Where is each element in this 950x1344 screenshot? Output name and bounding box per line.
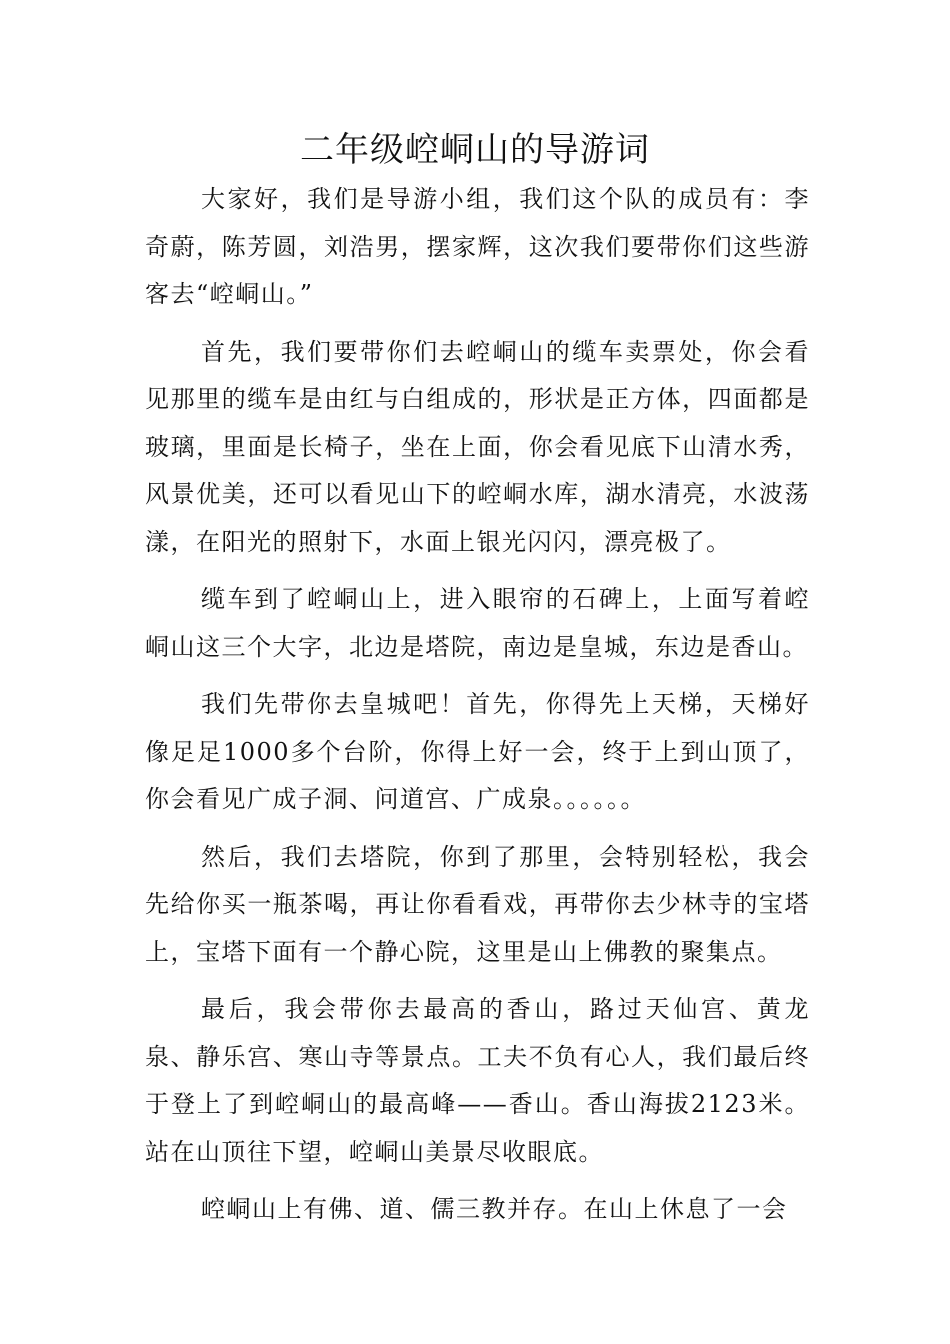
document-body bbox=[145, 176, 810, 1244]
paragraph-cable-car: 首先，我们要带你们去崆峒山的缆车卖票处，你会看见那里的缆车是由红与白组成的，形状是正方体，四面都是玻璃，里面是长椅子，坐在上面，你会看见底下山清水秀，风景优美，还可以看见山下的崆峒水库，湖水清亮，水波荡漾，在阳光的照射下，水面上银光闪闪，漂亮极了。 bbox=[145, 337, 810, 556]
paragraph-three-religions: 崆峒山上有佛、道、儒三教并存。在山上休息了一会 bbox=[201, 1195, 788, 1223]
paragraph-stone-tablet: 缆车到了崆峒山上，进入眼帘的石碑上，上面写着崆峒山这三个大字，北边是塔院，南边是皇城，东边是香山。 bbox=[145, 585, 810, 661]
document-title: 二年级崆峒山的导游词 bbox=[300, 130, 650, 170]
paragraph-xiangshan: 最后，我会带你去最高的香山，路过天仙宫、黄龙泉、静乐宫、寒山寺等景点。工夫不负有心人，我们最后终于登上了到崆峒山的最高峰——香山。香山海拔2123米。站在山顶往下望，崆峒山美景尽收眼底。 bbox=[145, 995, 810, 1166]
paragraph-imperial-city: 我们先带你去皇城吧！首先，你得先上天梯，天梯好像足足1000多个台阶，你得上好一会，终于上到山顶了，你会看见广成子洞、问道宫、广成泉。。。。。。 bbox=[145, 690, 810, 813]
paragraph-pagoda-courtyard: 然后，我们去塔院，你到了那里，会特别轻松，我会先给你买一瓶茶喝，再让你看看戏，再带你去少林寺的宝塔上，宝塔下面有一个静心院，这里是山上佛教的聚集点。 bbox=[145, 842, 810, 966]
paragraph-intro: 大家好，我们是导游小组，我们这个队的成员有：李奇蔚，陈芳圆，刘浩男，摆家辉，这次我们要带你们这些游客去“崆峒山。” bbox=[145, 185, 810, 308]
